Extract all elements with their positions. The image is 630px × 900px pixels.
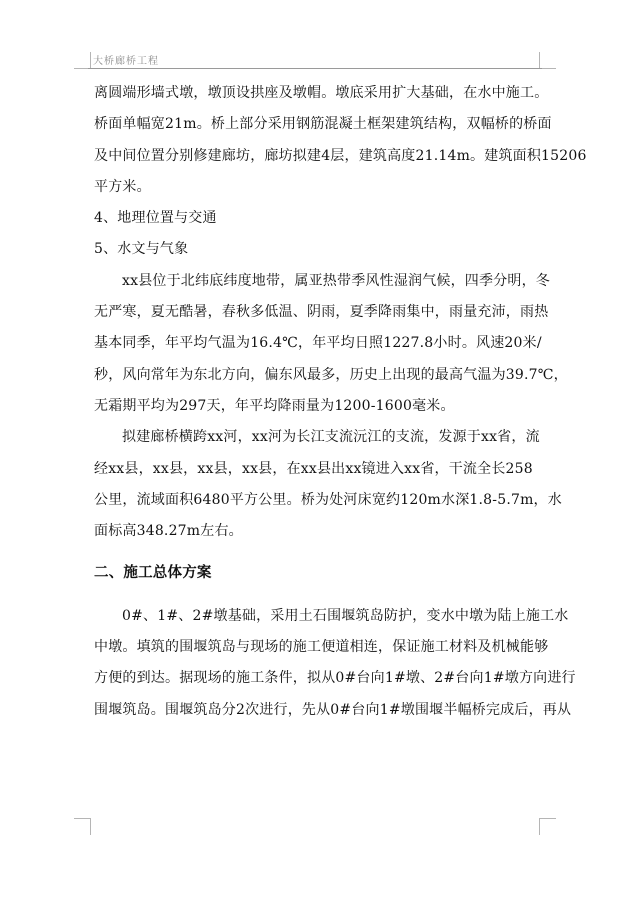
text-line: 中墩。填筑的围堰筑岛与现场的施工便道相连，保证施工材料及机械能够 bbox=[94, 639, 549, 656]
text-line: 经xx县，xx县，xx县，xx县，在xx县出xx镜进入xx省，干流全长258 bbox=[94, 460, 533, 477]
paragraph-bridge-description bbox=[94, 78, 587, 203]
page-corner-mark-bottom-left bbox=[74, 818, 91, 835]
subheading-hydrology-climate: 5、水文与气象 bbox=[94, 241, 189, 258]
paragraph-river bbox=[94, 422, 562, 547]
document-body bbox=[94, 78, 587, 726]
text-line: 平方米。 bbox=[94, 178, 151, 195]
text-line: 离圆端形墙式墩，墩顶设拱座及墩帽。墩底采用扩大基础，在水中施工。 bbox=[94, 85, 549, 101]
text-line: 秒，风向常年为东北方向，偏东风最多，历史上出现的最高气温为39.7℃， bbox=[94, 366, 568, 383]
text-line: 桥面单幅宽21m。桥上部分采用钢筋混凝土框架建筑结构，双幅桥的桥面 bbox=[94, 116, 552, 133]
spacer bbox=[94, 590, 540, 601]
text-line: 方便的到达。据现场的施工条件，拟从0#台向1#墩、2#台向1#墩方向进行 bbox=[94, 670, 576, 687]
text-line: 无严寒，夏无酷暑，春秋多低温、阴雨，夏季降雨集中，雨量充沛，雨热 bbox=[94, 304, 549, 321]
page-corner-mark-top-right bbox=[539, 52, 556, 69]
text-line: 面标高348.27m左右。 bbox=[94, 523, 243, 540]
page-corner-mark-bottom-right bbox=[539, 818, 556, 835]
running-header: 大桥廊桥工程 bbox=[93, 56, 159, 67]
text-line: 无霜期平均为297天，年平均降雨量为1200-1600毫米。 bbox=[94, 397, 455, 414]
text-line: 公里，流域面积6480平方公里。桥为处河床宽约120m水深1.8-5.7m，水 bbox=[94, 491, 562, 508]
header-rule bbox=[88, 68, 542, 69]
section-heading-construction-plan: 二、施工总体方案 bbox=[94, 565, 212, 582]
text-line: 拟建廊桥横跨xx河，xx河为长江支流沅江的支流，发源于xx省，流 bbox=[122, 429, 540, 446]
subheading-location-traffic: 4、地理位置与交通 bbox=[94, 210, 217, 227]
text-line: 基本同季，年平均气温为16.4℃，年平均日照1227.8小时。风速20米/ bbox=[94, 335, 542, 352]
paragraph-climate bbox=[94, 266, 568, 422]
text-line: 围堰筑岛。围堰筑岛分2次进行，先从0#台向1#墩围堰半幅桥完成后，再从 bbox=[94, 701, 572, 718]
text-line: xx县位于北纬底纬度地带，属亚热带季风性湿润气候，四季分明，冬 bbox=[122, 272, 550, 289]
text-line: 及中间位置分别修建廊坊，廊坊拟建4层，建筑高度21.14m。建筑面积15206 bbox=[94, 147, 587, 164]
paragraph-cofferdam bbox=[94, 601, 576, 726]
page-corner-mark-top-left bbox=[74, 52, 91, 69]
spacer bbox=[94, 547, 540, 558]
text-line: 0#、1#、2#墩基础，采用土石围堰筑岛防护，变水中墩为陆上施工水 bbox=[122, 607, 569, 624]
